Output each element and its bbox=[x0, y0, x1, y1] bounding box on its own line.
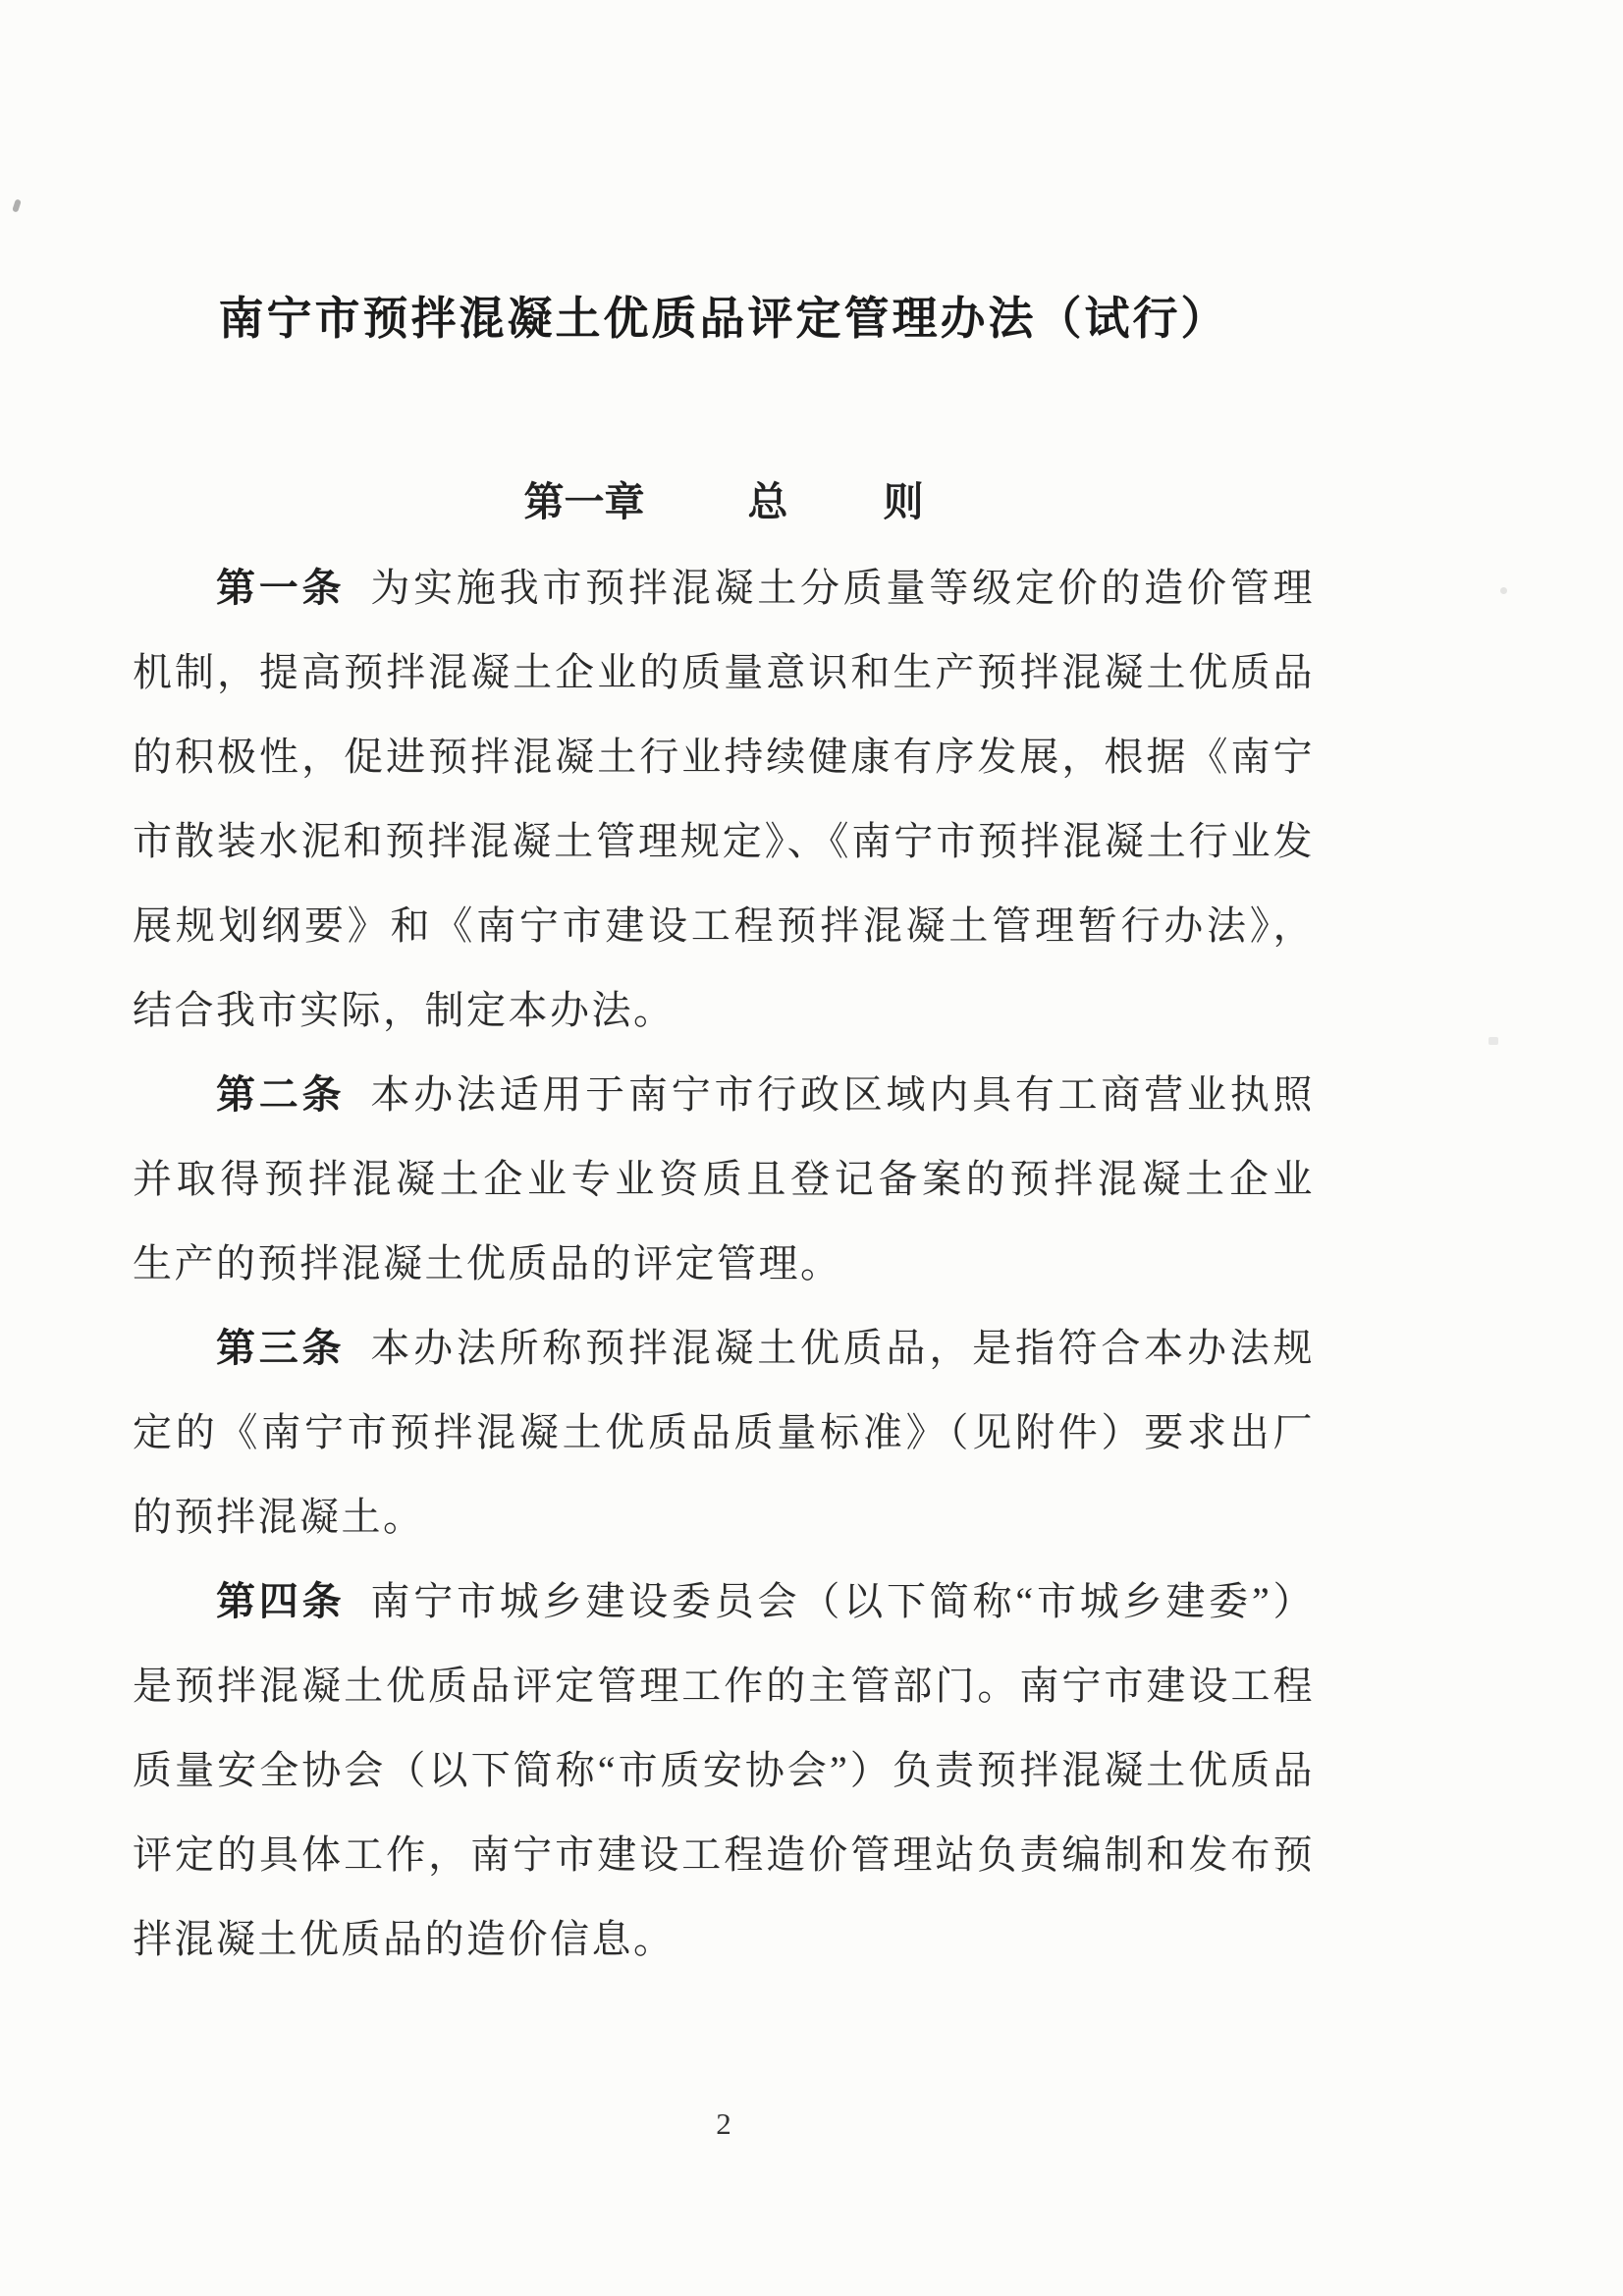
line-text: 本办法适用于南宁市行政区域内具有工商营业执照 bbox=[370, 1072, 1315, 1117]
chapter-heading bbox=[133, 471, 1315, 532]
document-line bbox=[133, 1053, 1315, 1137]
line-text: 展规划纲要》和《南宁市建设工程预拌混凝土管理暂行办法》， bbox=[133, 903, 1315, 948]
line-text: 生产的预拌混凝土优质品的评定管理。 bbox=[133, 1241, 842, 1285]
document-title: 南宁市预拌混凝土优质品评定管理办法（试行） bbox=[218, 294, 1229, 344]
document-line bbox=[133, 1222, 1315, 1306]
document-line bbox=[133, 1813, 1315, 1897]
document-line bbox=[133, 1644, 1315, 1728]
document-line bbox=[133, 1306, 1315, 1391]
document-line bbox=[133, 799, 1315, 884]
line-text: 本办法所称预拌混凝土优质品，是指符合本办法规 bbox=[370, 1326, 1315, 1370]
document-line bbox=[133, 630, 1315, 715]
line-text: 市散装水泥和预拌混凝土管理规定》、《南宁市预拌混凝土行业发 bbox=[133, 819, 1315, 863]
line-text: 质量安全协会（以下简称“市质安协会”）负责预拌混凝土优质品 bbox=[133, 1748, 1315, 1792]
chapter-number: 第一章 bbox=[523, 479, 645, 524]
line-text: 的预拌混凝土。 bbox=[133, 1495, 425, 1539]
line-text: 是预拌混凝土优质品评定管理工作的主管部门。南宁市建设工程 bbox=[133, 1664, 1315, 1708]
line-text: 机制，提高预拌混凝土企业的质量意识和生产预拌混凝土优质品 bbox=[133, 650, 1315, 694]
document-line bbox=[133, 1391, 1315, 1475]
article-number: 第三条 bbox=[216, 1326, 346, 1370]
line-text: 评定的具体工作，南宁市建设工程造价管理站负责编制和发布预 bbox=[133, 1832, 1315, 1877]
document-line bbox=[133, 1897, 1315, 1982]
line-text: 南宁市城乡建设委员会（以下简称“市城乡建委”） bbox=[370, 1579, 1315, 1623]
scan-artifact bbox=[12, 198, 22, 212]
document-body bbox=[133, 546, 1315, 1982]
document-line bbox=[133, 546, 1315, 630]
line-text: 定的《南宁市预拌混凝土优质品质量标准》（见附件）要求出厂 bbox=[133, 1410, 1315, 1454]
line-text: 为实施我市预拌混凝土分质量等级定价的造价管理 bbox=[370, 566, 1315, 610]
document-line bbox=[133, 884, 1315, 968]
line-text: 的积极性，促进预拌混凝土行业持续健康有序发展，根据《南宁 bbox=[133, 735, 1315, 779]
line-text: 结合我市实际，制定本办法。 bbox=[133, 988, 676, 1032]
document-line bbox=[133, 1475, 1315, 1559]
article-number: 第一条 bbox=[216, 566, 346, 610]
chapter-title: 总 则 bbox=[747, 479, 951, 524]
document-line bbox=[133, 1728, 1315, 1813]
scan-artifact bbox=[1500, 587, 1507, 594]
scan-artifact bbox=[1488, 1037, 1498, 1045]
line-text: 并取得预拌混凝土企业专业资质且登记备案的预拌混凝土企业 bbox=[133, 1157, 1315, 1201]
article-number: 第二条 bbox=[216, 1072, 346, 1117]
page-number: 2 bbox=[716, 2106, 731, 2141]
document-line bbox=[133, 715, 1315, 799]
document-line bbox=[133, 1137, 1315, 1222]
document-line bbox=[133, 1559, 1315, 1644]
document-line bbox=[133, 968, 1315, 1053]
article-number: 第四条 bbox=[216, 1579, 346, 1623]
line-text: 拌混凝土优质品的造价信息。 bbox=[133, 1917, 676, 1961]
